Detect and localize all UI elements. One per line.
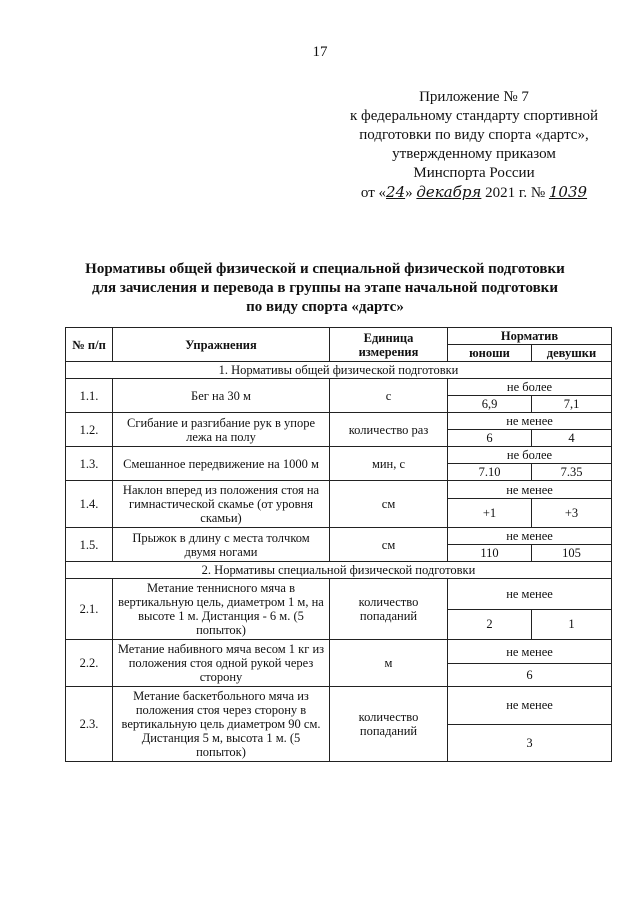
title-line: для зачисления и перевода в группы на этапе начальной подготовки [92,280,558,296]
appendix-title: Приложение № 7 [419,89,529,105]
table-row [66,481,612,499]
table-row [66,528,612,545]
section-row [66,562,612,579]
table-header-row [66,328,612,345]
row-num: 2.1. [66,579,113,640]
row-num: 2.2. [66,640,113,687]
row-condition: не менее [448,528,612,545]
table-row [66,413,612,430]
row-exercise: Метание набивного мяча весом 1 кг из положения стоя одной рукой через сторону [113,640,330,687]
row-exercise: Метание баскетбольного мяча из положения стоя через сторону в вертикальную цель диаметром 90 см. Дистанция 5 м, высота 1 м. (5 попыток) [113,687,330,762]
order-date-line [332,183,616,203]
row-exercise: Смешанное передвижение на 1000 м [113,447,330,481]
row-condition: не менее [448,413,612,430]
row-girls: 105 [532,545,612,562]
handwritten-day: 24 [386,183,406,201]
row-boys: 6,9 [448,396,532,413]
appendix-line: Минспорта России [413,165,535,181]
header-norm: Норматив [448,328,612,345]
document-title [60,260,590,317]
row-boys: 6 [448,430,532,447]
row-condition: не более [448,379,612,396]
row-unit: см [330,481,448,528]
row-exercise: Сгибание и разгибание рук в упоре лежа на полу [113,413,330,447]
title-line: Нормативы общей физической и специальной физической подготовки [85,261,565,277]
row-condition: не менее [448,579,612,610]
norms-table [65,327,612,762]
row-unit: количество попаданий [330,687,448,762]
row-unit: с [330,379,448,413]
row-boys: +1 [448,499,532,528]
header-exercise: Упражнения [113,328,330,362]
row-num: 1.2. [66,413,113,447]
table-row [66,640,612,664]
row-unit: мин, с [330,447,448,481]
row-condition: не менее [448,481,612,499]
row-exercise: Метание теннисного мяча в вертикальную цель, диаметром 1 м, на высоте 1 м. Дистанция - 6 м. (5 попыток) [113,579,330,640]
row-unit: м [330,640,448,687]
handwritten-order-number: 1039 [548,183,588,201]
appendix-line: к федеральному стандарту спортивной [349,108,599,124]
row-girls: 7,1 [532,396,612,413]
row-num: 2.3. [66,687,113,762]
row-exercise: Наклон вперед из положения стоя на гимнастической скамье (от уровня скамьи) [113,481,330,528]
header-num: № п/п [66,328,113,362]
appendix-line: подготовки по виду спорта «дартс», [359,127,589,143]
row-girls: 4 [532,430,612,447]
row-unit: количество попаданий [330,579,448,640]
row-boys: 110 [448,545,532,562]
header-girls: девушки [532,345,612,362]
row-unit: см [330,528,448,562]
title-line: по виду спорта «дартс» [246,299,404,315]
table-row [66,579,612,610]
row-num: 1.3. [66,447,113,481]
row-both: 3 [448,724,612,762]
row-girls: +3 [532,499,612,528]
row-num: 1.5. [66,528,113,562]
section-row [66,362,612,379]
row-girls: 7.35 [532,464,612,481]
row-boys: 2 [448,609,532,640]
date-mid: » [405,185,413,201]
appendix-line: утвержденному приказом [392,146,556,162]
row-condition: не менее [448,640,612,664]
row-boys: 7.10 [448,464,532,481]
section-title: 2. Нормативы специальной физической подготовки [66,562,612,579]
row-exercise: Прыжок в длину с места толчком двумя ногами [113,528,330,562]
section-title: 1. Нормативы общей физической подготовки [66,362,612,379]
page-number: 17 [312,44,328,60]
row-exercise: Бег на 30 м [113,379,330,413]
row-condition: не менее [448,687,612,725]
row-both: 6 [448,664,612,687]
header-boys: юноши [448,345,532,362]
row-num: 1.1. [66,379,113,413]
appendix-header [332,88,616,203]
header-unit: Единица измерения [330,328,448,362]
table-row [66,687,612,725]
row-girls: 1 [532,609,612,640]
table-row [66,447,612,464]
date-year: 2021 г. № [481,185,549,201]
table-row [66,379,612,396]
row-unit: количество раз [330,413,448,447]
handwritten-month: декабря [416,183,482,201]
date-prefix: от « [360,185,387,201]
row-condition: не более [448,447,612,464]
row-num: 1.4. [66,481,113,528]
